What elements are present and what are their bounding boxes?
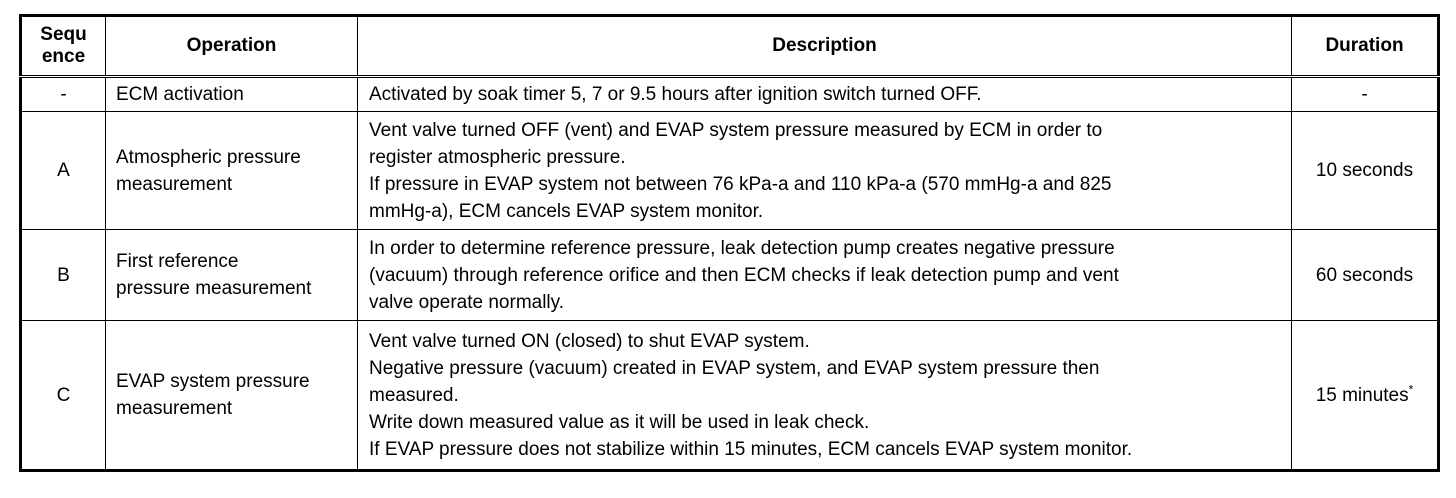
operation-text: ECM activation — [116, 84, 244, 105]
operation-text: pressure measurement — [116, 278, 312, 299]
description-cell — [358, 321, 1292, 471]
header-duration: Duration — [1292, 16, 1439, 77]
sequence-cell: - — [21, 77, 106, 112]
operation-text: First reference — [116, 251, 239, 272]
sequence-cell: B — [21, 230, 106, 321]
table-row — [21, 77, 1439, 112]
operation-cell — [106, 321, 358, 471]
header-row — [21, 16, 1439, 77]
operation-text: EVAP system pressure — [116, 371, 310, 392]
description-line: Negative pressure (vacuum) created in EVAP system, and EVAP system pressure then — [369, 357, 1100, 379]
operation-text: measurement — [116, 173, 233, 195]
sequence-cell: C — [21, 321, 106, 471]
header-sequence-line2: ence — [41, 46, 86, 67]
description-cell — [358, 112, 1292, 230]
table-row — [21, 230, 1439, 321]
description-line: If EVAP pressure does not stabilize within 15 minutes, ECM cancels EVAP system monitor. — [369, 438, 1133, 460]
header-sequence — [21, 16, 106, 77]
operation-cell — [106, 77, 358, 112]
description-line: measured. — [369, 384, 459, 406]
description-line: Vent valve turned ON (closed) to shut EVAP system. — [369, 330, 810, 352]
duration-cell: - — [1292, 77, 1439, 112]
evap-monitor-table — [19, 14, 1440, 472]
description-cell — [358, 230, 1292, 321]
header-operation: Operation — [106, 16, 358, 77]
duration-text: 15 minutes — [1315, 384, 1409, 406]
duration-footnote-mark: * — [1408, 382, 1414, 397]
header-description: Description — [358, 16, 1292, 77]
description-cell — [358, 77, 1292, 112]
description-line: valve operate normally. — [369, 291, 565, 313]
table-row — [21, 321, 1439, 471]
operation-cell — [106, 230, 358, 321]
header-sequence-line1: Sequ — [40, 24, 87, 45]
operation-text: Atmospheric pressure — [116, 146, 301, 168]
duration-cell — [1292, 321, 1439, 471]
duration-cell: 10 seconds — [1292, 112, 1439, 230]
description-line: Write down measured value as it will be used in leak check. — [369, 411, 870, 433]
duration-cell: 60 seconds — [1292, 230, 1439, 321]
evap-monitor-table-container — [19, 14, 1437, 472]
description-line: Activated by soak timer 5, 7 or 9.5 hours after ignition switch turned OFF. — [369, 84, 982, 105]
operation-cell — [106, 112, 358, 230]
description-line: register atmospheric pressure. — [369, 146, 626, 168]
sequence-cell: A — [21, 112, 106, 230]
description-line: mmHg-a), ECM cancels EVAP system monitor. — [369, 200, 764, 222]
description-line: Vent valve turned OFF (vent) and EVAP system pressure measured by ECM in order to — [369, 119, 1103, 141]
table-row — [21, 112, 1439, 230]
description-line: In order to determine reference pressure, leak detection pump creates negative pressure — [369, 237, 1115, 259]
description-line: If pressure in EVAP system not between 76 kPa-a and 110 kPa-a (570 mmHg-a and 825 — [369, 173, 1112, 195]
operation-text: measurement — [116, 398, 233, 419]
description-line: (vacuum) through reference orifice and then ECM checks if leak detection pump and vent — [369, 264, 1119, 286]
